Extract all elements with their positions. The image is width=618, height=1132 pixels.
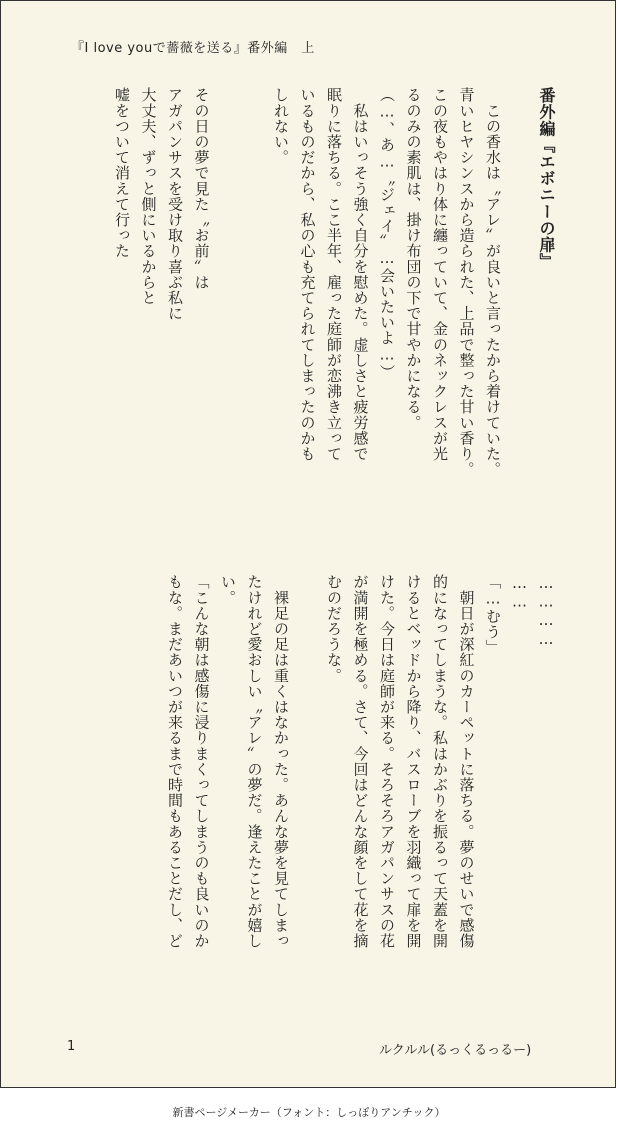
text-column: 朝日が深紅のカーペットに落ちる。夢のせいで感傷 bbox=[457, 574, 476, 949]
chapter-title: 番外編『エボニーの扉』 bbox=[537, 87, 556, 270]
text-column: ………… bbox=[537, 574, 555, 649]
text-column: しれない。 bbox=[272, 87, 290, 165]
text-column: 「…むう」 bbox=[484, 574, 502, 655]
text-column: いるものだから、私の心も充てられてしまったのかも bbox=[298, 87, 317, 462]
text-column: その日の夢で見た〝お前〟は bbox=[192, 87, 211, 290]
text-column: もな。まだあいつが来るまで時間もあることだし、ど bbox=[166, 574, 184, 949]
page-number: 1 bbox=[67, 1039, 76, 1054]
text-column: けた。今日は庭師が来る。そろそろアガパンサスの花 bbox=[378, 574, 396, 949]
text-column: 嘘をついて消えて行った bbox=[113, 87, 131, 259]
text-column: い。 bbox=[219, 574, 237, 606]
text-column: が満開を極める。さて、今回はどんな顔をして花を摘 bbox=[351, 574, 370, 949]
text-column: たけれど愛おしい〝アレ〟の夢だ。逢えたことが嬉し bbox=[245, 574, 264, 949]
text-column: 的になってしまうな。私はかぶりを振るって天蓋を開 bbox=[431, 574, 449, 949]
text-column: 「こんな朝は感傷に浸りまくってしまうのも良いのか bbox=[192, 574, 211, 949]
text-column: 眠りに落ちる。ここ半年、雇った庭師が恋沸き立って bbox=[325, 87, 343, 462]
text-column: 私はいっそう強く自分を慰めた。虚しさと疲労感で bbox=[351, 87, 370, 462]
author-name: ルクルル(るっくるっるー) bbox=[379, 1043, 532, 1058]
text-column: （…、あ…〝ジェイ〟…会いたいよ…） bbox=[378, 87, 396, 380]
book-title-header: 『I love youで薔薇を送る』番外編 上 bbox=[71, 41, 315, 56]
text-column: …… bbox=[510, 574, 529, 612]
text-column: るのみの素肌は、掛け布団の下で甘やかになる。 bbox=[404, 87, 423, 431]
text-column: この夜もやはり体に纏っていて、金のネックレスが光 bbox=[431, 87, 449, 462]
text-column: 大丈夫、ずっと側にいるからと bbox=[139, 87, 158, 306]
text-column: けるとベッドから降り、バスローブを羽織って扉を開 bbox=[404, 574, 423, 949]
text-column: 青いヒヤシンスから造られた、上品で整った甘い香り。 bbox=[457, 87, 476, 477]
text-column: アガパンサスを受け取り喜ぶ私に bbox=[166, 87, 184, 321]
text-column: この香水は〝アレ〟が良いと言ったから着けていた。 bbox=[484, 87, 502, 477]
text-column: 裸足の足は重くはなかった。あんな夢を見てしまっ bbox=[272, 574, 290, 949]
footer-credit: 新書ページメーカー（フォント：しっぽりアンチック） bbox=[172, 1106, 446, 1119]
text-column: むのだろうな。 bbox=[325, 574, 343, 684]
